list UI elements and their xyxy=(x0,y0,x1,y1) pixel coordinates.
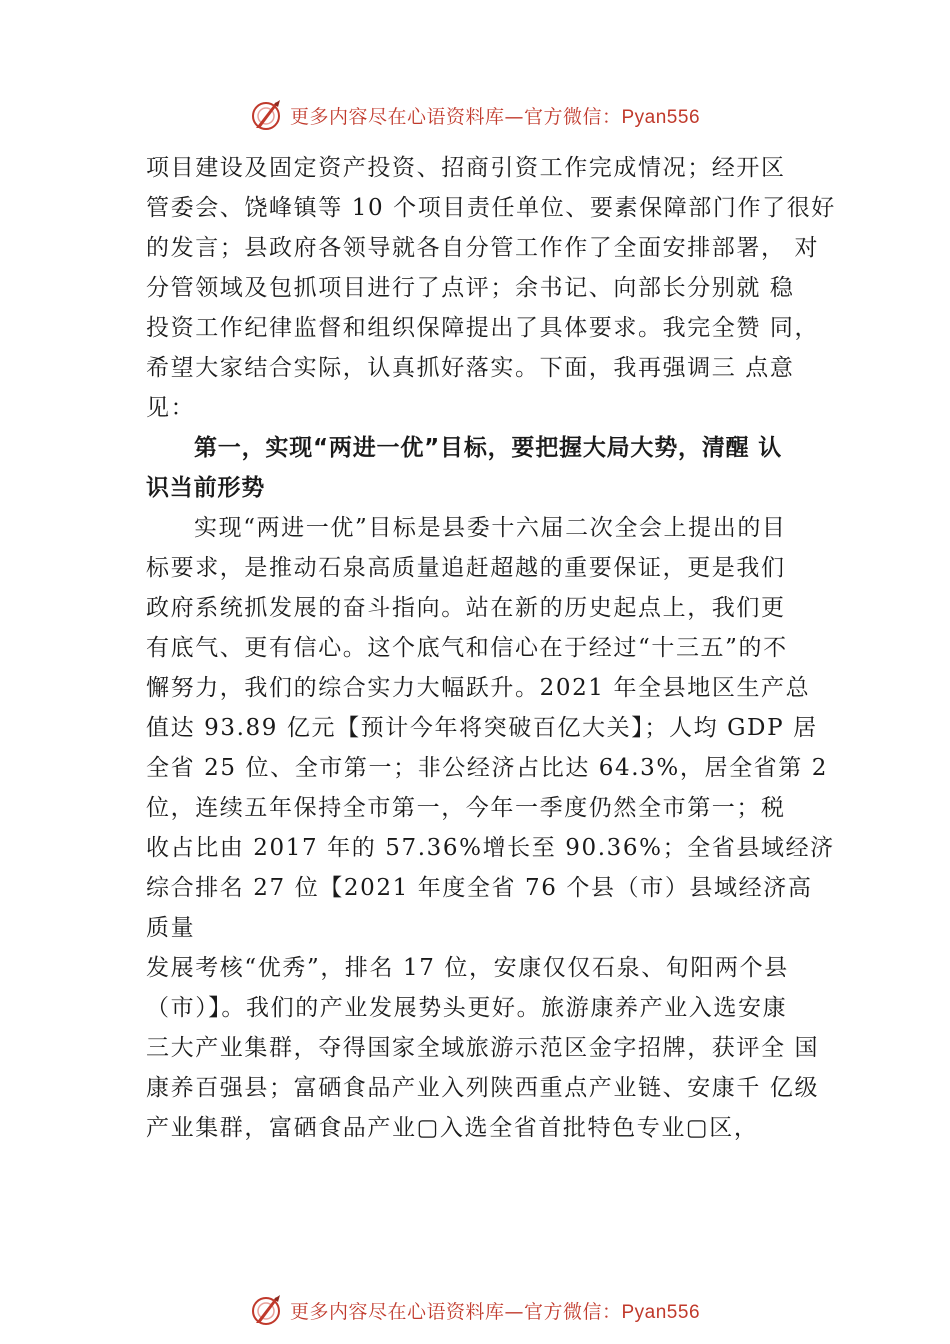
body-line: 标要求，是推动石泉高质量追赶超越的重要保证，更是我们 xyxy=(146,555,786,581)
body-line: 实现“两进一优”目标是县委十六届二次全会上提出的目 xyxy=(194,515,787,541)
body-line: 懈努力，我们的综合实力大幅跃升。2021 年全县地区生产总 xyxy=(146,675,811,701)
body-line: 收占比由 2017 年的 57.36%增长至 90.36%；全省县域经济 xyxy=(146,835,835,861)
body-line: 见： xyxy=(146,395,196,421)
header-banner-text: 更多内容尽在心语资料库—官方微信：Pyan556 xyxy=(289,105,701,128)
body-line: 项目建设及固定资产投资、招商引资工作完成情况；经开区 xyxy=(146,155,786,181)
section-heading: 第一，实现“两进一优”目标，要把握大局大势，清醒 认 xyxy=(194,435,783,461)
body-line: 发展考核“优秀”，排名 17 位，安康仅仅石泉、旬阳两个县 xyxy=(146,955,789,981)
body-line: 管委会、饶峰镇等 10 个项目责任单位、要素保障部门作了很好 xyxy=(146,195,836,221)
body-line: 值达 93.89 亿元【预计今年将突破百亿大关】；人均 GDP 居 xyxy=(146,715,818,741)
body-line: 质量 xyxy=(146,915,196,941)
header-banner-handle: Pyan556 xyxy=(621,106,701,128)
document-body xyxy=(146,148,836,1148)
body-line: 综合排名 27 位【2021 年度全省 76 个县（市）县域经济高 xyxy=(146,875,813,901)
body-line: 投资工作纪律监督和组织保障提出了具体要求。我完全赞 同， xyxy=(146,315,820,341)
footer-banner xyxy=(0,1290,950,1330)
body-line: 分管领域及包抓项目进行了点评；余书记、向部长分别就 稳 xyxy=(146,275,795,301)
body-line: （市）】。我们的产业发展势头更好。旅游康养产业入选安康 xyxy=(146,995,788,1021)
body-line: 康养百强县；富硒食品产业入列陕西重点产业链、安康千 亿级 xyxy=(146,1075,820,1101)
quill-logo-icon xyxy=(250,98,284,132)
body-line: 三大产业集群，夺得国家全域旅游示范区金字招牌，获评全 国 xyxy=(146,1035,820,1061)
body-line: 产业集群，富硒食品产业▢入选全省首批特色专业▢区， xyxy=(146,1115,759,1141)
body-line: 的发言；县政府各领导就各自分管工作作了全面安排部署， 对 xyxy=(146,235,820,261)
header-banner xyxy=(0,95,950,135)
body-line: 希望大家结合实际，认真抓好落实。下面，我再强调三 点意 xyxy=(146,355,795,381)
body-line: 全省 25 位、全市第一；非公经济占比达 64.3%，居全省第 2 xyxy=(146,755,829,781)
body-line: 政府系统抓发展的奋斗指向。站在新的历史起点上，我们更 xyxy=(146,595,786,621)
body-line: 位，连续五年保持全市第一，今年一季度仍然全市第一；税 xyxy=(146,795,786,821)
section-heading-cont: 识当前形势 xyxy=(146,475,265,501)
footer-banner-handle: Pyan556 xyxy=(621,1301,701,1323)
body-line: 有底气、更有信心。这个底气和信心在于经过“十三五”的不 xyxy=(146,635,788,661)
footer-banner-text: 更多内容尽在心语资料库—官方微信：Pyan556 xyxy=(289,1300,701,1323)
quill-logo-icon xyxy=(250,1293,284,1327)
